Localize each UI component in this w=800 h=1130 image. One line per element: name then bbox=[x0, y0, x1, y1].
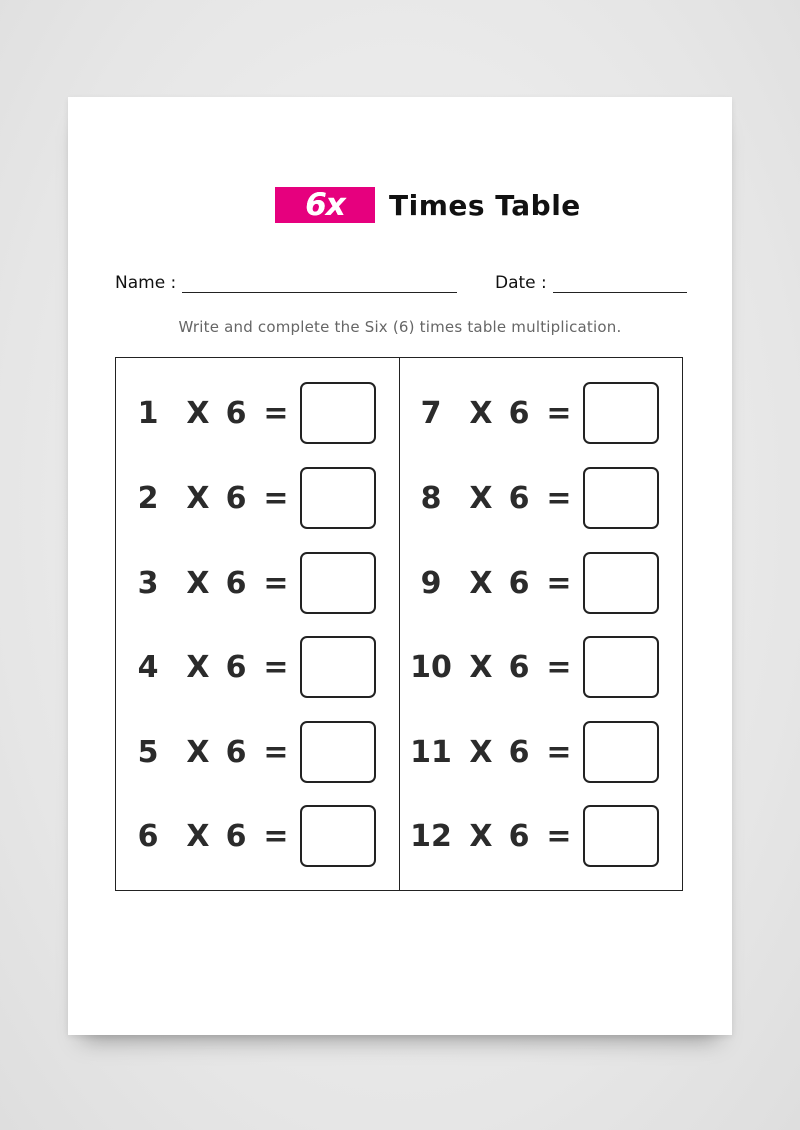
equals-sign: = bbox=[263, 818, 289, 854]
multiplicand: 9 bbox=[420, 565, 442, 601]
multiplicand: 8 bbox=[420, 480, 442, 516]
instruction-text: Write and complete the Six (6) times table multiplication. bbox=[178, 318, 622, 336]
multiplicand: 6 bbox=[137, 818, 159, 854]
answer-box[interactable] bbox=[583, 467, 659, 529]
answer-box[interactable] bbox=[300, 636, 376, 698]
multiplicand: 12 bbox=[410, 818, 452, 854]
date-input-line[interactable] bbox=[553, 274, 687, 293]
six-x-logo-badge bbox=[275, 187, 375, 223]
answer-box[interactable] bbox=[300, 552, 376, 614]
problem-row bbox=[116, 722, 399, 782]
answer-box[interactable] bbox=[583, 805, 659, 867]
problem-row bbox=[399, 722, 682, 782]
multiplier: 6 bbox=[225, 649, 247, 685]
times-sign: X bbox=[469, 480, 493, 516]
multiplier: 6 bbox=[508, 649, 530, 685]
times-sign: X bbox=[469, 395, 493, 431]
answer-box[interactable] bbox=[583, 382, 659, 444]
times-sign: X bbox=[186, 649, 210, 685]
multiplier: 6 bbox=[225, 734, 247, 770]
left-column bbox=[116, 358, 399, 890]
multiplier: 6 bbox=[225, 565, 247, 601]
equals-sign: = bbox=[546, 734, 572, 770]
date-field bbox=[495, 273, 687, 293]
multiplicand: 4 bbox=[137, 649, 159, 685]
equals-sign: = bbox=[546, 480, 572, 516]
multiplicand: 3 bbox=[137, 565, 159, 601]
equals-sign: = bbox=[263, 395, 289, 431]
times-sign: X bbox=[186, 480, 210, 516]
times-sign: X bbox=[469, 734, 493, 770]
times-sign: X bbox=[186, 734, 210, 770]
answer-box[interactable] bbox=[300, 721, 376, 783]
problem-row bbox=[116, 637, 399, 697]
title-row bbox=[275, 185, 581, 225]
multiplier: 6 bbox=[508, 818, 530, 854]
problem-row bbox=[399, 806, 682, 866]
right-column bbox=[399, 358, 682, 890]
multiplier: 6 bbox=[225, 395, 247, 431]
multiplicand: 2 bbox=[137, 480, 159, 516]
problem-row bbox=[116, 468, 399, 528]
equals-sign: = bbox=[546, 649, 572, 685]
times-sign: X bbox=[186, 395, 210, 431]
name-input-line[interactable] bbox=[182, 274, 457, 293]
multiplicand: 7 bbox=[420, 395, 442, 431]
problem-row bbox=[399, 383, 682, 443]
times-sign: X bbox=[469, 565, 493, 601]
answer-box[interactable] bbox=[300, 805, 376, 867]
multiplicand: 5 bbox=[137, 734, 159, 770]
multiplicand: 11 bbox=[410, 734, 452, 770]
multiplier: 6 bbox=[508, 565, 530, 601]
answer-box[interactable] bbox=[300, 467, 376, 529]
badge-text: 6x bbox=[305, 187, 345, 223]
answer-box[interactable] bbox=[583, 636, 659, 698]
page-title: Times Table bbox=[389, 188, 581, 222]
times-sign: X bbox=[469, 649, 493, 685]
name-label: Name : bbox=[115, 273, 177, 293]
worksheet-page bbox=[68, 97, 732, 1035]
equals-sign: = bbox=[546, 818, 572, 854]
name-field bbox=[115, 273, 457, 293]
times-sign: X bbox=[469, 818, 493, 854]
problem-row bbox=[116, 383, 399, 443]
equals-sign: = bbox=[263, 649, 289, 685]
problem-row bbox=[399, 637, 682, 697]
multiplier: 6 bbox=[508, 395, 530, 431]
equals-sign: = bbox=[263, 734, 289, 770]
answer-box[interactable] bbox=[583, 552, 659, 614]
date-label: Date : bbox=[495, 273, 547, 293]
equals-sign: = bbox=[263, 565, 289, 601]
multiplicand: 1 bbox=[137, 395, 159, 431]
multiplier: 6 bbox=[225, 480, 247, 516]
times-sign: X bbox=[186, 818, 210, 854]
times-sign: X bbox=[186, 565, 210, 601]
problems-grid bbox=[115, 357, 683, 891]
multiplier: 6 bbox=[225, 818, 247, 854]
problem-row bbox=[399, 553, 682, 613]
multiplier: 6 bbox=[508, 734, 530, 770]
equals-sign: = bbox=[546, 565, 572, 601]
problem-row bbox=[116, 806, 399, 866]
answer-box[interactable] bbox=[300, 382, 376, 444]
equals-sign: = bbox=[546, 395, 572, 431]
problem-row bbox=[399, 468, 682, 528]
multiplicand: 10 bbox=[410, 649, 452, 685]
multiplier: 6 bbox=[508, 480, 530, 516]
answer-box[interactable] bbox=[583, 721, 659, 783]
problem-row bbox=[116, 553, 399, 613]
equals-sign: = bbox=[263, 480, 289, 516]
